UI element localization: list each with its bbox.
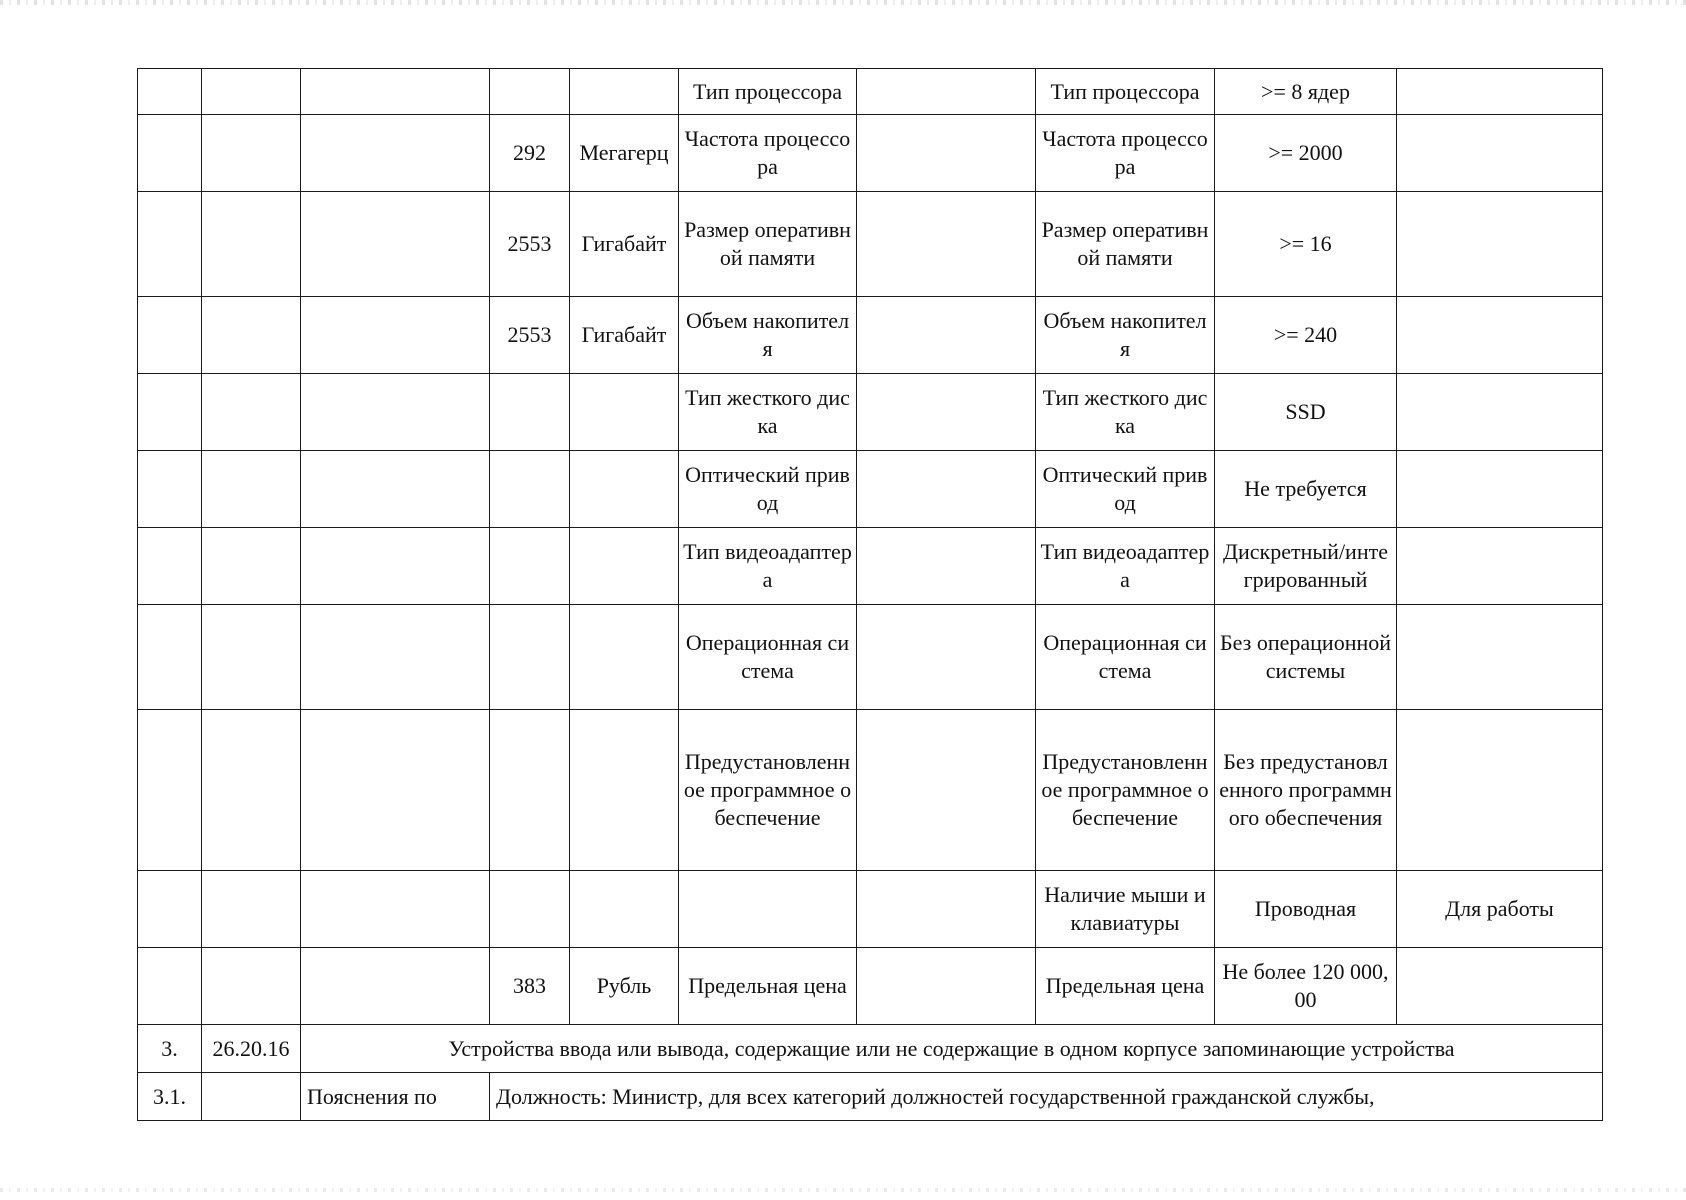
row-optical-drive bbox=[138, 451, 1603, 528]
code-cell bbox=[202, 192, 301, 297]
section-number: 3. bbox=[138, 1025, 202, 1073]
number-cell bbox=[138, 374, 202, 451]
row-ram-size bbox=[138, 192, 1603, 297]
row-video-adapter bbox=[138, 528, 1603, 605]
row-preinstalled-software bbox=[138, 710, 1603, 871]
characteristic-value-cell bbox=[857, 115, 1036, 192]
unit-name-cell bbox=[570, 710, 679, 871]
unit-name-cell: Гигабайт bbox=[570, 297, 679, 374]
ref-value-cell: Не более 120 000,00 bbox=[1215, 948, 1397, 1025]
code-cell bbox=[202, 69, 301, 115]
unit-name-cell: Мегагерц bbox=[570, 115, 679, 192]
unit-code-cell: 2553 bbox=[490, 297, 570, 374]
unit-code-cell bbox=[490, 374, 570, 451]
row-operating-system bbox=[138, 605, 1603, 710]
row-max-price bbox=[138, 948, 1603, 1025]
justification-cell bbox=[1397, 451, 1603, 528]
ref-characteristic-cell: Операционная система bbox=[1036, 605, 1215, 710]
justification-cell bbox=[1397, 374, 1603, 451]
scan-edge-bottom bbox=[0, 1188, 1686, 1192]
ref-characteristic-cell: Тип процессора bbox=[1036, 69, 1215, 115]
number-cell bbox=[138, 451, 202, 528]
justification-cell bbox=[1397, 115, 1603, 192]
characteristic-cell: Оптический привод bbox=[679, 451, 857, 528]
number-cell bbox=[138, 192, 202, 297]
row-mouse-keyboard bbox=[138, 871, 1603, 948]
ref-characteristic-cell: Предельная цена bbox=[1036, 948, 1215, 1025]
unit-name-cell bbox=[570, 871, 679, 948]
ref-characteristic-cell: Объем накопителя bbox=[1036, 297, 1215, 374]
unit-code-cell bbox=[490, 871, 570, 948]
unit-name-cell bbox=[570, 69, 679, 115]
ref-value-cell: >= 8 ядер bbox=[1215, 69, 1397, 115]
unit-name-cell bbox=[570, 374, 679, 451]
ref-characteristic-cell: Наличие мыши и клавиатуры bbox=[1036, 871, 1215, 948]
subsection-text: Должность: Министр, для всех категорий должностей государственной гражданской службы, bbox=[490, 1073, 1603, 1121]
unit-code-cell: 2553 bbox=[490, 192, 570, 297]
number-cell bbox=[138, 871, 202, 948]
name-cell bbox=[301, 451, 490, 528]
unit-code-cell bbox=[490, 605, 570, 710]
characteristic-value-cell bbox=[857, 192, 1036, 297]
name-cell bbox=[301, 710, 490, 871]
row-cpu-type bbox=[138, 69, 1603, 115]
characteristic-value-cell bbox=[857, 451, 1036, 528]
justification-cell bbox=[1397, 605, 1603, 710]
ref-value-cell: Дискретный/интегрированный bbox=[1215, 528, 1397, 605]
unit-name-cell: Гигабайт bbox=[570, 192, 679, 297]
code-cell bbox=[202, 115, 301, 192]
name-cell bbox=[301, 948, 490, 1025]
code-cell bbox=[202, 605, 301, 710]
characteristic-value-cell bbox=[857, 710, 1036, 871]
number-cell bbox=[138, 710, 202, 871]
characteristic-cell: Тип видеоадаптера bbox=[679, 528, 857, 605]
ref-value-cell: >= 240 bbox=[1215, 297, 1397, 374]
characteristic-value-cell bbox=[857, 528, 1036, 605]
unit-code-cell bbox=[490, 69, 570, 115]
unit-code-cell bbox=[490, 710, 570, 871]
name-cell bbox=[301, 115, 490, 192]
characteristic-value-cell bbox=[857, 374, 1036, 451]
scan-edge-top bbox=[0, 0, 1686, 5]
ref-characteristic-cell: Тип жесткого диска bbox=[1036, 374, 1215, 451]
code-cell bbox=[202, 374, 301, 451]
number-cell bbox=[138, 948, 202, 1025]
ref-value-cell: Не требуется bbox=[1215, 451, 1397, 528]
ref-characteristic-cell: Оптический привод bbox=[1036, 451, 1215, 528]
ref-value-cell: Без операционной системы bbox=[1215, 605, 1397, 710]
characteristic-cell bbox=[679, 871, 857, 948]
subsection-code bbox=[202, 1073, 301, 1121]
justification-cell bbox=[1397, 297, 1603, 374]
ref-characteristic-cell: Тип видеоадаптера bbox=[1036, 528, 1215, 605]
row-cpu-frequency bbox=[138, 115, 1603, 192]
unit-name-cell: Рубль bbox=[570, 948, 679, 1025]
number-cell bbox=[138, 297, 202, 374]
section-code: 26.20.16 bbox=[202, 1025, 301, 1073]
characteristic-value-cell bbox=[857, 605, 1036, 710]
number-cell bbox=[138, 69, 202, 115]
code-cell bbox=[202, 297, 301, 374]
unit-code-cell bbox=[490, 451, 570, 528]
subsection-row bbox=[138, 1073, 1603, 1121]
number-cell bbox=[138, 115, 202, 192]
characteristic-cell: Тип процессора bbox=[679, 69, 857, 115]
code-cell bbox=[202, 528, 301, 605]
unit-name-cell bbox=[570, 605, 679, 710]
characteristic-cell: Размер оперативной памяти bbox=[679, 192, 857, 297]
characteristic-cell: Частота процессора bbox=[679, 115, 857, 192]
ref-characteristic-cell: Частота процессора bbox=[1036, 115, 1215, 192]
section-row bbox=[138, 1025, 1603, 1073]
section-title: Устройства ввода или вывода, содержащие или не содержащие в одном корпусе запоминающие устройства bbox=[301, 1025, 1603, 1073]
justification-cell: Для работы bbox=[1397, 871, 1603, 948]
unit-code-cell: 292 bbox=[490, 115, 570, 192]
ref-value-cell: Без предустановленного программного обеспечения bbox=[1215, 710, 1397, 871]
characteristic-value-cell bbox=[857, 871, 1036, 948]
row-disk-type bbox=[138, 374, 1603, 451]
code-cell bbox=[202, 948, 301, 1025]
code-cell bbox=[202, 871, 301, 948]
unit-code-cell: 383 bbox=[490, 948, 570, 1025]
unit-name-cell bbox=[570, 528, 679, 605]
ref-characteristic-cell: Предустановленное программное обеспечение bbox=[1036, 710, 1215, 871]
characteristic-cell: Предельная цена bbox=[679, 948, 857, 1025]
characteristic-cell: Тип жесткого диска bbox=[679, 374, 857, 451]
characteristic-value-cell bbox=[857, 297, 1036, 374]
unit-name-cell bbox=[570, 451, 679, 528]
ref-value-cell: SSD bbox=[1215, 374, 1397, 451]
code-cell bbox=[202, 710, 301, 871]
characteristic-value-cell bbox=[857, 69, 1036, 115]
characteristic-cell: Операционная система bbox=[679, 605, 857, 710]
characteristic-value-cell bbox=[857, 948, 1036, 1025]
name-cell bbox=[301, 69, 490, 115]
characteristic-cell: Объем накопителя bbox=[679, 297, 857, 374]
justification-cell bbox=[1397, 710, 1603, 871]
name-cell bbox=[301, 374, 490, 451]
justification-cell bbox=[1397, 948, 1603, 1025]
code-cell bbox=[202, 451, 301, 528]
justification-cell bbox=[1397, 69, 1603, 115]
ref-characteristic-cell: Размер оперативной памяти bbox=[1036, 192, 1215, 297]
name-cell bbox=[301, 605, 490, 710]
ref-value-cell: >= 16 bbox=[1215, 192, 1397, 297]
name-cell bbox=[301, 528, 490, 605]
characteristic-cell: Предустановленное программное обеспечение bbox=[679, 710, 857, 871]
name-cell bbox=[301, 297, 490, 374]
row-storage-size bbox=[138, 297, 1603, 374]
name-cell bbox=[301, 871, 490, 948]
ref-value-cell: Проводная bbox=[1215, 871, 1397, 948]
subsection-label: Пояснения по bbox=[301, 1073, 490, 1121]
name-cell bbox=[301, 192, 490, 297]
number-cell bbox=[138, 528, 202, 605]
justification-cell bbox=[1397, 528, 1603, 605]
specification-table bbox=[137, 68, 1603, 1121]
justification-cell bbox=[1397, 192, 1603, 297]
table-body bbox=[138, 69, 1603, 1121]
number-cell bbox=[138, 605, 202, 710]
subsection-number: 3.1. bbox=[138, 1073, 202, 1121]
ref-value-cell: >= 2000 bbox=[1215, 115, 1397, 192]
unit-code-cell bbox=[490, 528, 570, 605]
